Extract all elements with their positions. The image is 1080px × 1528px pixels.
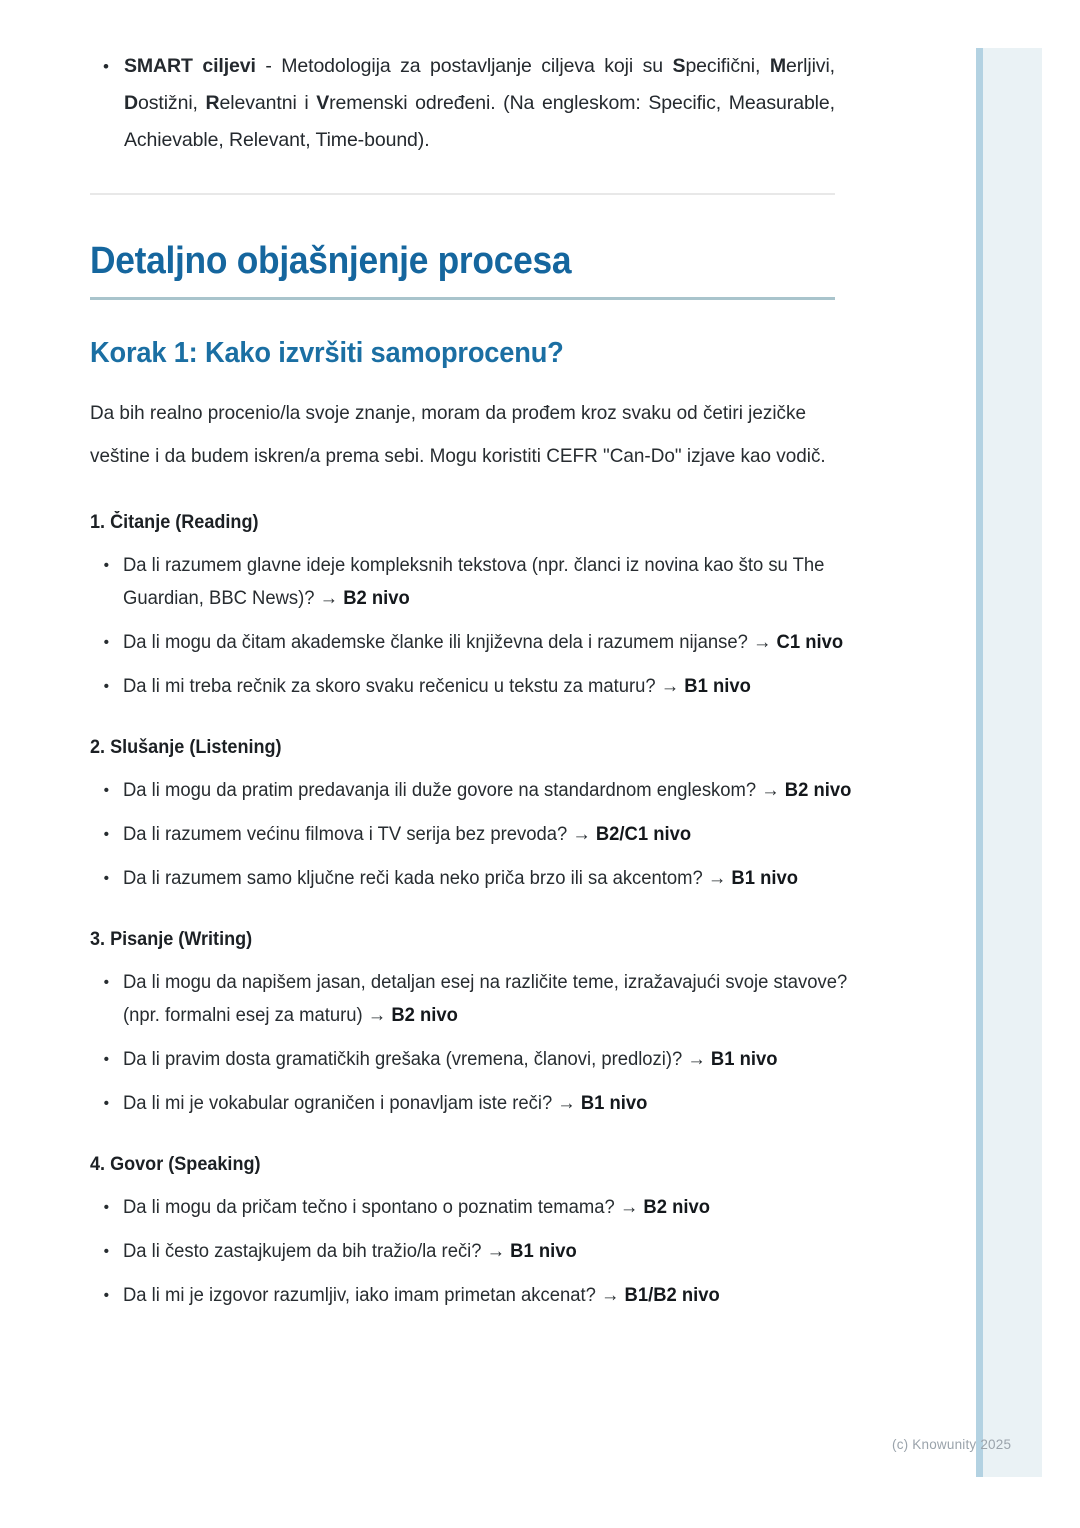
watermark: (c) Knowunity 2025 — [892, 1437, 1012, 1452]
question-text: Da li pravim dosta gramatičkih grešaka (vremena, članovi, predlozi)? — [122, 1049, 683, 1070]
cefr-level-badge: B1 nivo — [710, 1049, 778, 1070]
arrow-icon: → — [702, 868, 732, 889]
cefr-level-badge: B1 nivo — [580, 1093, 648, 1114]
cefr-level-badge: B2 nivo — [343, 588, 410, 609]
list-item — [90, 48, 835, 159]
skill-heading: 2. Slušanje (Listening) — [90, 737, 282, 758]
arrow-icon: → — [747, 632, 777, 653]
list-item — [90, 1087, 860, 1120]
list-item — [90, 626, 860, 659]
skill-heading: 4. Govor (Speaking) — [90, 1154, 261, 1175]
arrow-icon: → — [362, 1005, 392, 1026]
arrow-icon: → — [481, 1241, 511, 1262]
question-text: Da li mi je vokabular ograničen i ponavljam iste reči? — [122, 1093, 553, 1114]
intro-paragraph: Da bih realno procenio/la svoje znanje, moram da prođem kroz svaku od četiri jezičke veštine i da budem iskren/a prema sebi. Mogu koristiti CEFR "Can-Do" izjave kao vodič. — [90, 402, 826, 467]
arrow-icon: → — [614, 1197, 644, 1218]
list-item — [90, 1235, 860, 1268]
question-text: Da li razumem glavne ideje kompleksnih tekstova (npr. članci iz novina kao što su The Guardian, BBC News)? — [122, 555, 825, 609]
list-item — [90, 670, 860, 703]
list-item — [90, 1191, 860, 1224]
list-item — [90, 818, 860, 851]
arrow-icon: → — [595, 1285, 625, 1306]
question-text: Da li mi je izgovor razumljiv, iako imam primetan akcenat? — [122, 1285, 596, 1306]
skill-question-list — [90, 1177, 835, 1312]
scrollbar-thumb[interactable] — [976, 48, 983, 1477]
intro-bullet-list — [90, 0, 835, 159]
cefr-level-badge: B2 nivo — [391, 1005, 458, 1026]
list-item — [90, 1043, 860, 1076]
list-item — [90, 862, 860, 895]
cefr-level-badge: C1 nivo — [776, 632, 844, 653]
skill-heading: 3. Pisanje (Writing) — [90, 929, 253, 950]
arrow-icon: → — [682, 1049, 711, 1070]
arrow-icon: → — [567, 824, 596, 845]
skill-question-list — [90, 535, 844, 703]
cefr-level-badge: B1 nivo — [731, 868, 798, 889]
question-text: Da li mogu da pratim predavanja ili duže govore na standardnom engleskom? — [122, 780, 757, 801]
arrow-icon: → — [655, 676, 685, 697]
scroll-panel[interactable] — [976, 48, 1042, 1477]
cefr-level-badge: B2/C1 nivo — [595, 824, 692, 845]
intro-bullet-text: - Metodologija za postavljanje ciljeva koji su Specifični, Merljivi, Dostižni, Relevantni i Vremenski određeni. (Na engleskom: Specific, Measurable, Achievable, Relevant, Time-bound). — [124, 55, 836, 151]
skill-heading: 1. Čitanje (Reading) — [90, 512, 259, 533]
question-text: Da li razumem samo ključne reči kada neko priča brzo ili sa akcentom? — [122, 868, 703, 889]
list-item — [90, 774, 860, 807]
question-text: Da li mi treba rečnik za skoro svaku rečenicu u tekstu za maturu? — [122, 676, 656, 697]
cefr-level-badge: B1 nivo — [684, 676, 751, 697]
step-heading: Korak 1: Kako izvršiti samoprocenu? — [90, 337, 564, 369]
skill-question-list — [90, 760, 852, 895]
cefr-level-badge: B1/B2 nivo — [624, 1285, 720, 1306]
arrow-icon: → — [314, 588, 344, 609]
page-title: Detaljno objašnjenje procesa — [90, 240, 572, 282]
question-text: Da li mogu da čitam akademske članke ili književna dela i razumem nijanse? — [122, 632, 748, 653]
skills-container — [90, 478, 852, 1312]
question-text: Da li mogu da pričam tečno i spontano o poznatim temama? — [122, 1197, 615, 1218]
question-text: Da li mogu da napišem jasan, detaljan esej na različite teme, izražavajući svoje stavove? (npr. formalni esej za maturu) — [122, 972, 848, 1026]
document-content — [90, 0, 852, 1312]
question-text: Da li razumem većinu filmova i TV serija bez prevoda? — [122, 824, 568, 845]
cefr-level-badge: B2 nivo — [643, 1197, 710, 1218]
cefr-level-badge: B2 nivo — [784, 780, 852, 801]
cefr-level-badge: B1 nivo — [510, 1241, 577, 1262]
list-item — [90, 549, 860, 615]
question-text: Da li često zastajkujem da bih tražio/la reči? — [122, 1241, 482, 1262]
arrow-icon: → — [552, 1093, 581, 1114]
skill-question-list — [90, 952, 848, 1120]
arrow-icon: → — [756, 780, 785, 801]
intro-bullet-lead: SMART ciljevi — [124, 55, 256, 77]
list-item — [90, 1279, 860, 1312]
list-item — [90, 966, 860, 1032]
